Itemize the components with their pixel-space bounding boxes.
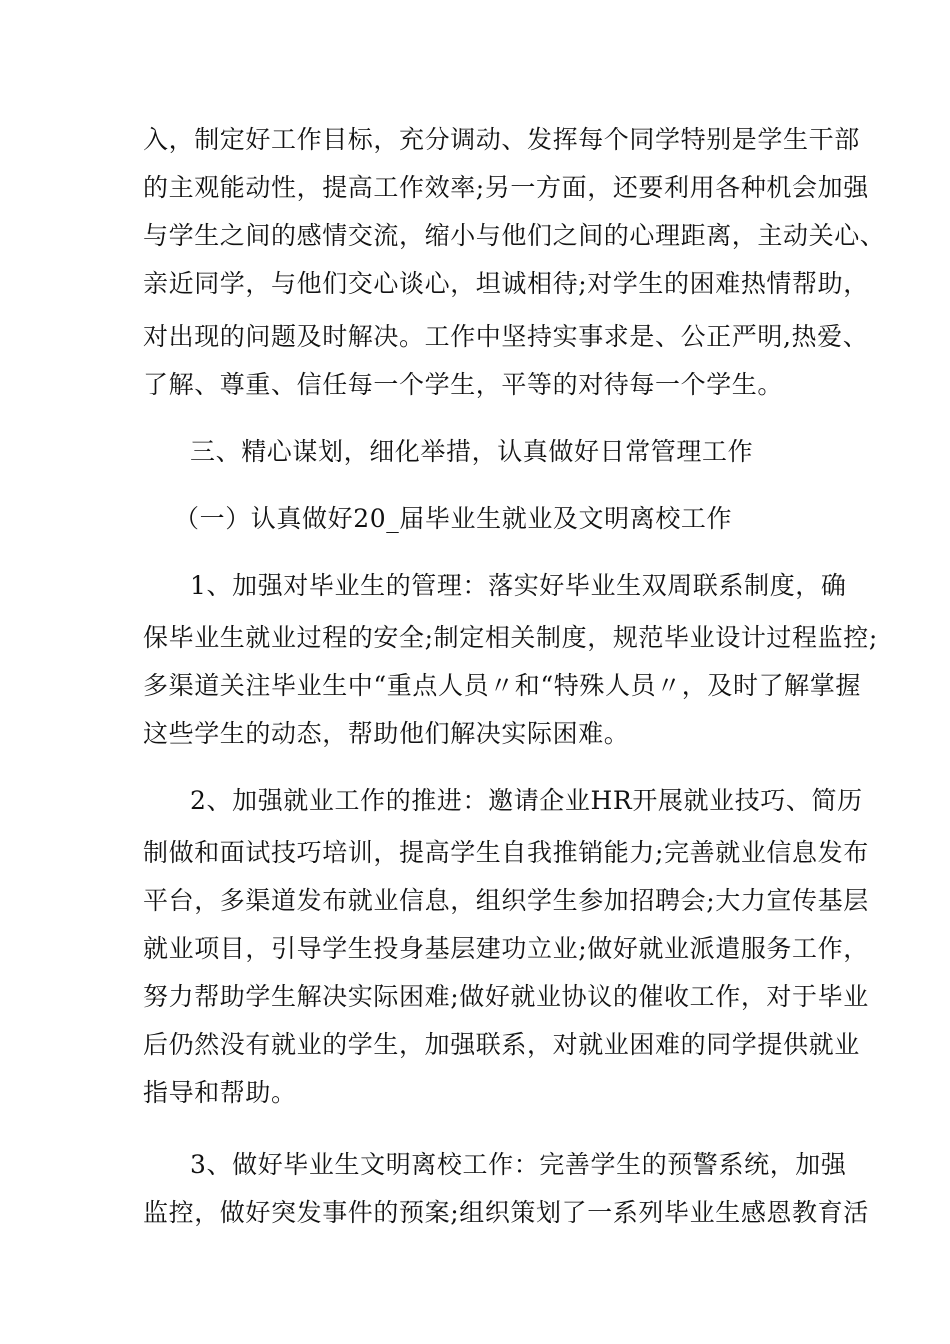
- text-line: 亲近同学，与他们交心谈心，坦诚相待;对学生的困难热情帮助，: [143, 269, 869, 298]
- text-line: 2、加强就业工作的推进：邀请企业HR开展就业技巧、简历: [190, 786, 863, 815]
- text-line: 就业项目，引导学生投身基层建功立业;做好就业派遣服务工作，: [143, 934, 869, 963]
- text-line: 3、做好毕业生文明离校工作：完善学生的预警系统，加强: [190, 1150, 847, 1179]
- text-line: 了解、尊重、信任每一个学生，平等的对待每一个学生。: [143, 370, 784, 399]
- text-line: 制做和面试技巧培训，提高学生自我推销能力;完善就业信息发布: [143, 838, 869, 867]
- text-line: 保毕业生就业过程的安全;制定相关制度，规范毕业设计过程监控;: [143, 623, 878, 652]
- text-line: 的主观能动性，提高工作效率;另一方面，还要利用各种机会加强: [143, 173, 869, 202]
- text-line: 监控，做好突发事件的预案;组织策划了一系列毕业生感恩教育活: [143, 1198, 869, 1227]
- text-line: 对出现的问题及时解决。工作中坚持实事求是、公正严明,热爱、: [143, 322, 869, 351]
- text-line: 入，制定好工作目标，充分调动、发挥每个同学特别是学生干部: [143, 125, 860, 154]
- subsection-heading: （一）认真做好20_届毕业生就业及文明离校工作: [174, 504, 733, 533]
- section-heading: 三、精心谋划，细化举措，认真做好日常管理工作: [190, 437, 754, 466]
- text-line: 平台，多渠道发布就业信息，组织学生参加招聘会;大力宣传基层: [143, 886, 869, 915]
- text-line: 与学生之间的感情交流，缩小与他们之间的心理距离，主动关心、: [143, 221, 886, 250]
- text-line: 多渠道关注毕业生中“重点人员〃和“特殊人员〃，及时了解掌握: [143, 671, 861, 700]
- text-line: 指导和帮助。: [143, 1078, 297, 1107]
- text-line: 1、加强对毕业生的管理：落实好毕业生双周联系制度，确: [190, 571, 847, 600]
- text-line: 这些学生的动态，帮助他们解决实际困难。: [143, 719, 630, 748]
- text-line: 努力帮助学生解决实际困难;做好就业协议的催收工作，对于毕业: [143, 982, 869, 1011]
- text-line: 后仍然没有就业的学生，加强联系，对就业困难的同学提供就业: [143, 1030, 860, 1059]
